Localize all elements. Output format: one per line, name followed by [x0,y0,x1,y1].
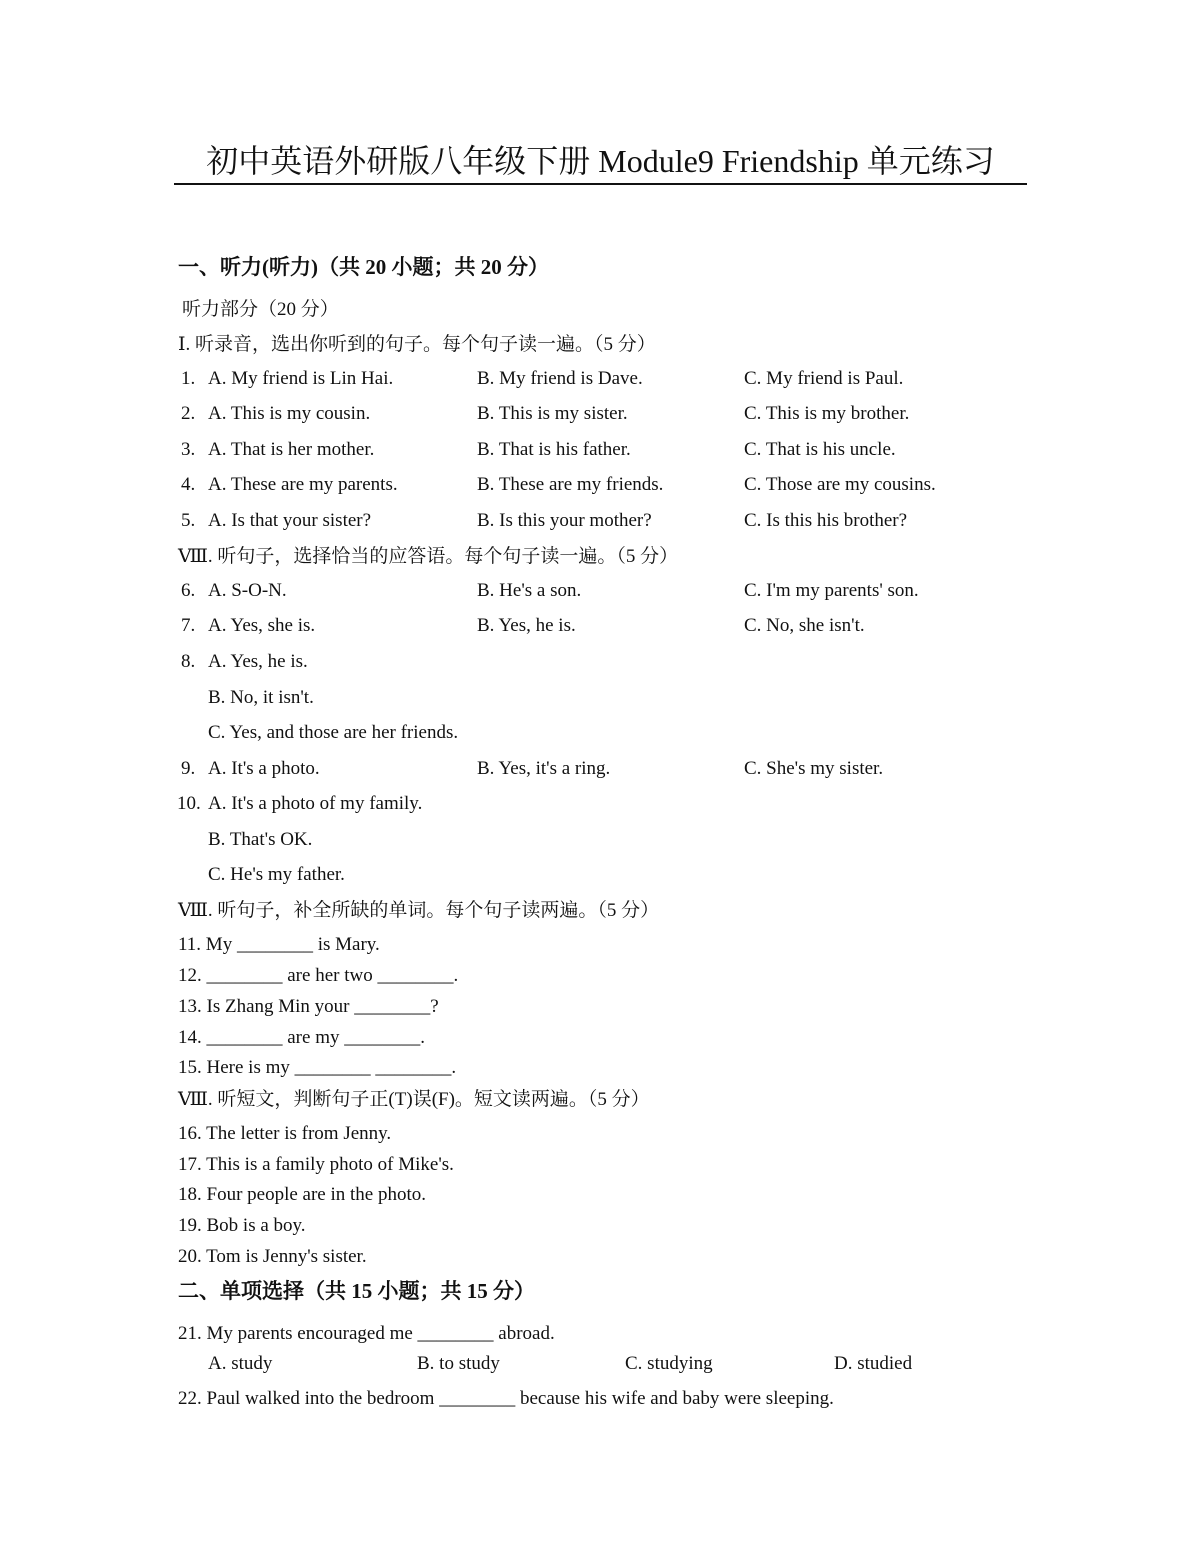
question-17: 17. This is a family photo of Mike's. [178,1154,454,1175]
option-b: B. No, it isn't. [208,687,314,708]
listening-subheading: 听力部分（20 分） [182,299,339,320]
section2-heading: 二、单项选择（共 15 小题；共 15 分） [178,1279,535,1303]
option-c: C. Yes, and those are her friends. [208,722,459,743]
option-c: C. She's my sister. [744,758,884,779]
option-b: B. Is this your mother? [477,510,652,531]
question-15: 15. Here is my ________ ________. [178,1057,457,1078]
page-title: 初中英语外研版八年级下册 Module9 Friendship 单元练习 [206,143,995,179]
option-b: B. That is his father. [477,439,631,460]
question-stem: 21. My parents encouraged me ________ abroad. [178,1323,555,1344]
section1-heading: 一、听力(听力)（共 20 小题；共 20 分） [178,255,549,279]
option-a: A. S-O-N. [208,580,287,601]
option-c: C. studying [625,1353,713,1374]
option-c: C. Is this his brother? [744,510,908,531]
option-b: B. These are my friends. [477,474,664,495]
option-b: B. This is my sister. [477,403,628,424]
option-a: A. study [208,1353,273,1374]
question-number: 1. [181,368,196,389]
question-number: 2. [181,403,196,424]
option-a: A. This is my cousin. [208,403,371,424]
option-a: A. These are my parents. [208,474,398,495]
option-a: A. That is her mother. [208,439,375,460]
option-c: C. I'm my parents' son. [744,580,919,601]
option-a: A. Yes, he is. [208,651,308,672]
question-number: 10. [177,793,201,814]
part3-instruction: Ⅷ. 听句子，补全所缺的单词。每个句子读两遍。（5 分） [178,900,660,921]
question-13: 13. Is Zhang Min your ________? [178,996,439,1017]
option-b: B. That's OK. [208,829,313,850]
option-b: B. My friend is Dave. [477,368,643,389]
question-number: 7. [181,615,196,636]
option-b: B. to study [417,1353,500,1374]
option-a: A. My friend is Lin Hai. [208,368,394,389]
option-c: C. No, she isn't. [744,615,865,636]
question-number: 5. [181,510,196,531]
part1-instruction: Ⅰ. 听录音，选出你听到的句子。每个句子读一遍。（5 分） [178,334,656,355]
part2-instruction: Ⅷ. 听句子，选择恰当的应答语。每个句子读一遍。（5 分） [178,546,679,567]
question-number: 9. [181,758,196,779]
question-number: 6. [181,580,196,601]
option-c: C. My friend is Paul. [744,368,904,389]
option-c: C. He's my father. [208,864,345,885]
option-c: C. That is his uncle. [744,439,896,460]
question-22: 22. Paul walked into the bedroom ________ because his wife and baby were sleeping. [178,1388,834,1409]
question-12: 12. ________ are her two ________. [178,965,459,986]
option-a: A. It's a photo of my family. [208,793,423,814]
question-20: 20. Tom is Jenny's sister. [178,1246,367,1267]
part4-instruction: Ⅷ. 听短文，判断句子正(T)误(F)。短文读两遍。（5 分） [178,1089,650,1110]
question-number: 4. [181,474,196,495]
option-b: B. Yes, it's a ring. [477,758,611,779]
option-b: B. He's a son. [477,580,582,601]
question-19: 19. Bob is a boy. [178,1215,306,1236]
title-underline [174,183,1027,185]
question-14: 14. ________ are my ________. [178,1027,425,1048]
question-number: 8. [181,651,196,672]
option-a: A. Yes, she is. [208,615,316,636]
question-11: 11. My ________ is Mary. [178,934,380,955]
option-a: A. Is that your sister? [208,510,372,531]
option-a: A. It's a photo. [208,758,320,779]
option-c: C. This is my brother. [744,403,910,424]
option-c: C. Those are my cousins. [744,474,936,495]
option-d: D. studied [834,1353,913,1374]
question-number: 3. [181,439,196,460]
question-16: 16. The letter is from Jenny. [178,1123,392,1144]
question-18: 18. Four people are in the photo. [178,1184,427,1205]
option-b: B. Yes, he is. [477,615,576,636]
